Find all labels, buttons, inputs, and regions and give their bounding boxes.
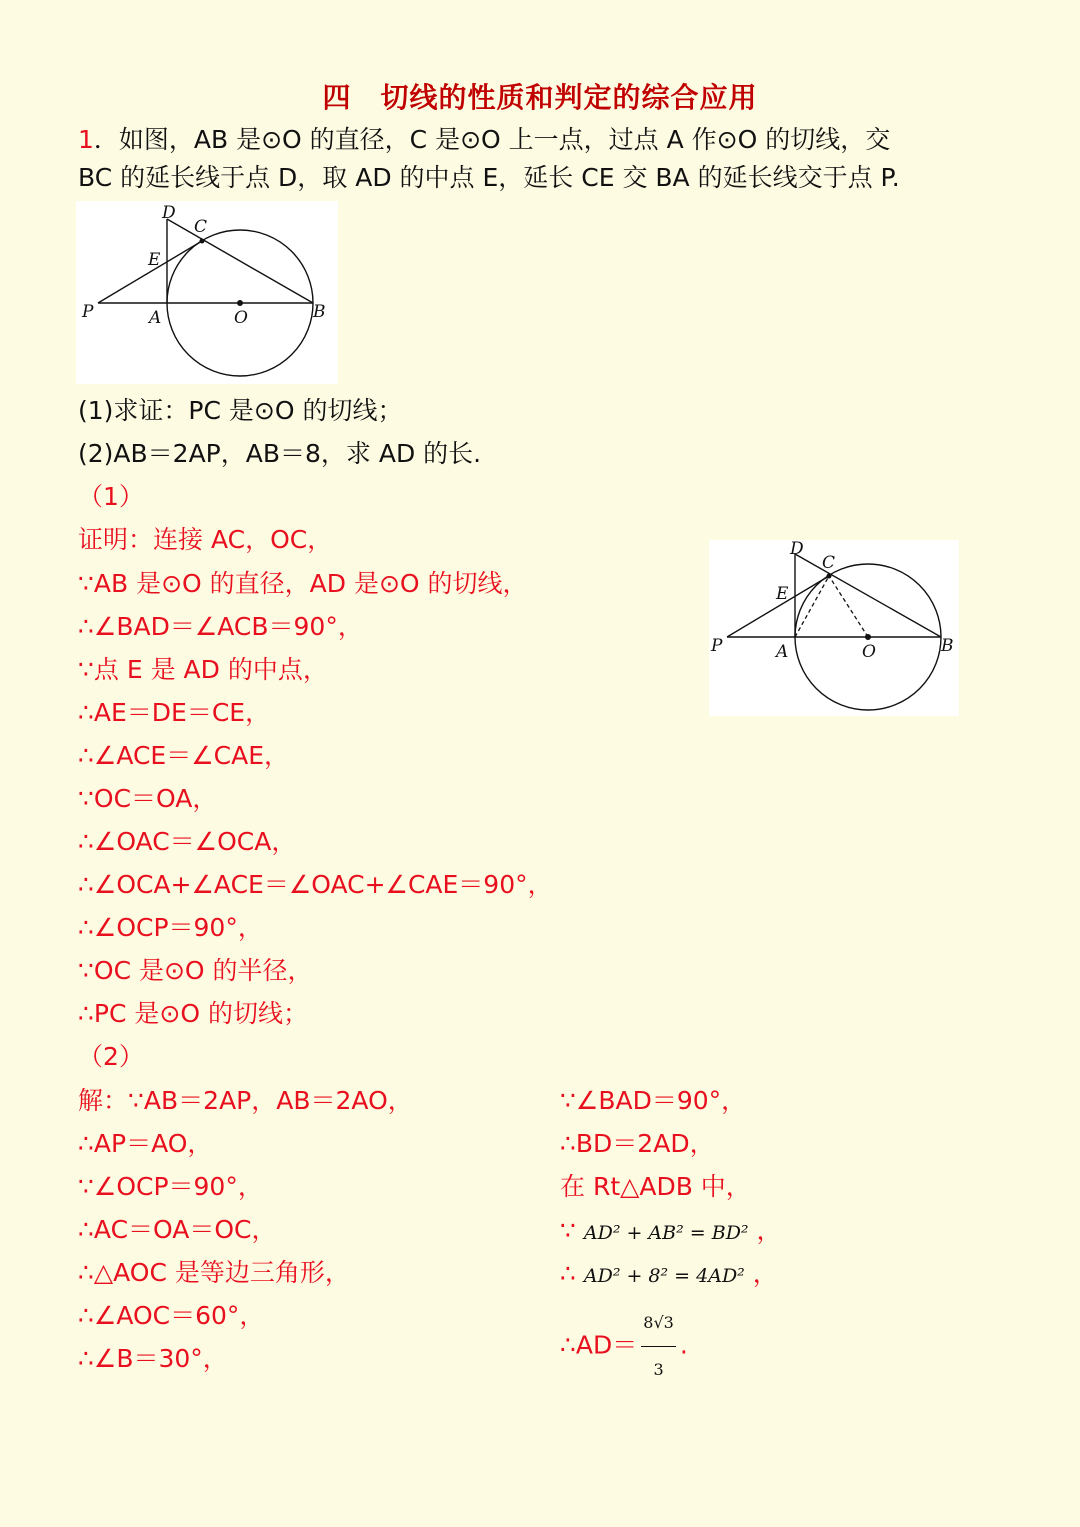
proof-line: ∴∠OCA+∠ACE＝∠OAC+∠CAE＝90°，	[78, 870, 553, 899]
figure-2-diagram	[709, 540, 959, 716]
eq1-prefix: ∵	[560, 1216, 576, 1245]
eq2-prefix: ∴	[560, 1259, 576, 1288]
line-db	[795, 554, 941, 637]
equation-1	[560, 1214, 782, 1250]
proof-line: ∵OC 是⊙O 的半径，	[78, 956, 313, 985]
equation-2	[560, 1257, 778, 1293]
label-o: O	[862, 642, 876, 662]
answer-suffix: .	[679, 1330, 688, 1360]
label-o: O	[234, 308, 248, 328]
line-ac-dashed	[795, 576, 829, 637]
eq1-suffix: ，	[756, 1216, 782, 1245]
fraction-denominator: 3	[653, 1360, 664, 1379]
question-1: (1)求证：PC 是⊙O 的切线；	[78, 396, 403, 425]
problem-number: 1	[78, 125, 94, 154]
solution-line: ∴BD＝2AD，	[560, 1129, 715, 1158]
answer-fraction	[641, 1300, 676, 1393]
label-p: P	[82, 302, 94, 322]
proof-line: 证明：连接 AC，OC，	[78, 525, 333, 554]
proof-line: ∵OC＝OA，	[78, 784, 218, 813]
proof-line: ∵AB 是⊙O 的直径，AD 是⊙O 的切线，	[78, 569, 528, 598]
point-o	[237, 300, 243, 306]
figure-1	[76, 201, 338, 384]
problem-line-1	[78, 123, 890, 157]
problem-line-2: BC 的延长线于点 D，取 AD 的中点 E，延长 CE 交 BA 的延长线交于点 P.	[78, 163, 900, 192]
solution-line: 在 Rt△ADB 中，	[560, 1172, 751, 1201]
solution-line: ∴∠B＝30°，	[78, 1344, 228, 1373]
page-title: 四 切线的性质和判定的综合应用	[322, 81, 758, 114]
point-o	[865, 634, 871, 640]
label-c: C	[194, 217, 208, 237]
eq2-math: AD² + 8² = 4AD²	[583, 1265, 745, 1287]
figure-2	[709, 540, 959, 716]
eq2-suffix: ，	[752, 1259, 778, 1288]
part2-header: （2）	[78, 1042, 144, 1071]
line-db	[167, 219, 313, 303]
solution-line: ∴AP＝AO，	[78, 1129, 213, 1158]
label-b: B	[313, 302, 326, 322]
label-a: A	[149, 308, 162, 328]
label-e: E	[776, 584, 789, 604]
proof-line: ∴PC 是⊙O 的切线；	[78, 999, 308, 1028]
solution-line: ∵∠BAD＝90°，	[560, 1086, 747, 1115]
label-d: D	[162, 203, 176, 223]
solution-line: 解：∵AB＝2AP，AB＝2AO，	[78, 1086, 413, 1115]
figure-1-diagram	[76, 201, 338, 384]
proof-line: ∴∠OCP＝90°，	[78, 913, 263, 942]
proof-line: ∵点 E 是 AD 的中点，	[78, 655, 328, 684]
solution-line: ∴∠AOC＝60°，	[78, 1301, 265, 1330]
answer-line	[560, 1300, 688, 1393]
label-e: E	[148, 250, 161, 270]
point-c	[200, 239, 205, 244]
question-2: (2)AB＝2AP，AB＝8，求 AD 的长.	[78, 439, 482, 468]
proof-line: ∴∠OAC＝∠OCA，	[78, 827, 297, 856]
label-p: P	[711, 636, 723, 656]
point-c	[827, 574, 832, 579]
part1-header: （1）	[78, 482, 144, 511]
fraction-numerator: 8√3	[641, 1300, 676, 1347]
proof-line: ∴AE＝DE＝CE，	[78, 698, 271, 727]
solution-line: ∵∠OCP＝90°，	[78, 1172, 263, 1201]
label-c: C	[822, 553, 836, 573]
label-a: A	[776, 642, 789, 662]
proof-line: ∴∠BAD＝∠ACB＝90°，	[78, 612, 363, 641]
label-d: D	[790, 540, 804, 559]
proof-line: ∴∠ACE＝∠CAE，	[78, 741, 289, 770]
eq1-math: AD² + AB² = BD²	[583, 1222, 749, 1244]
solution-line: ∴AC＝OA＝OC，	[78, 1215, 277, 1244]
answer-prefix: ∴AD＝	[560, 1330, 638, 1360]
problem-text-1: ．如图，AB 是⊙O 的直径，C 是⊙O 上一点，过点 A 作⊙O 的切线，交	[93, 125, 891, 154]
solution-line: ∴△AOC 是等边三角形，	[78, 1258, 350, 1287]
label-b: B	[941, 636, 954, 656]
